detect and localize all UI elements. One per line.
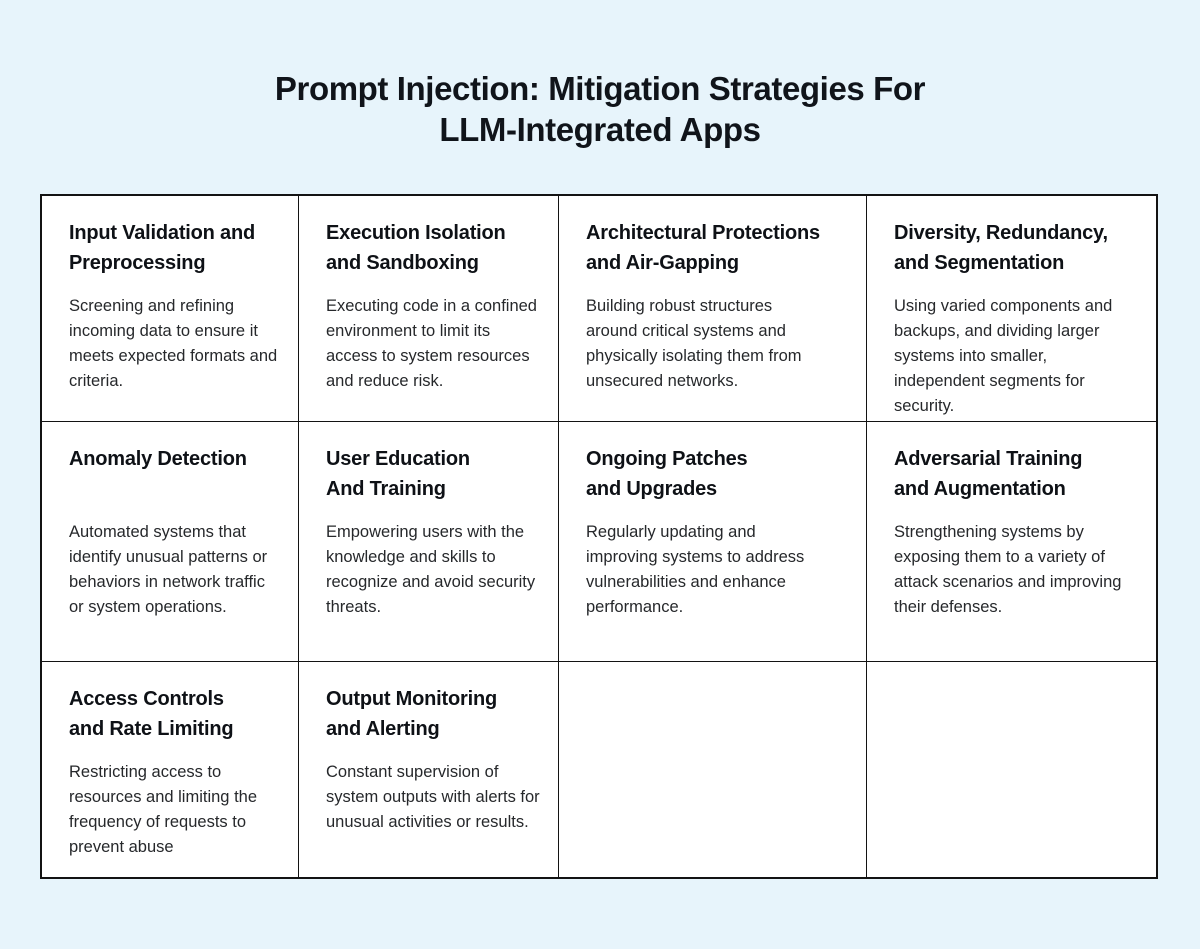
strategy-title-line: and Air-Gapping: [586, 252, 739, 274]
strategy-title-line: and Segmentation: [894, 252, 1065, 274]
strategy-title-line: Input Validation and: [69, 222, 256, 244]
card-adversarial-training: [867, 422, 1156, 662]
strategy-description: Strengthening systems by exposing them to a variety of attack scenarios and improving their defenses.: [894, 523, 1122, 616]
page-title-line-2: LLM-Integrated Apps: [439, 111, 761, 148]
strategy-title-line: and Rate Limiting: [69, 718, 234, 740]
card-output-monitoring: [299, 662, 559, 877]
strategy-description: Constant supervision of system outputs with alerts for unusual activities or results.: [326, 763, 540, 831]
strategy-title-line: and Sandboxing: [326, 252, 479, 274]
strategy-title: [326, 684, 544, 744]
strategy-title-line: Execution Isolation: [326, 222, 506, 244]
strategy-description: Regularly updating and improving systems to address vulnerabilities and enhance performance.: [586, 523, 805, 616]
card-diversity-redundancy: [867, 196, 1156, 422]
strategy-title-line: Diversity, Redundancy,: [894, 222, 1108, 244]
strategy-title-line: Preprocessing: [69, 252, 206, 274]
strategy-title: [586, 444, 852, 504]
mitigation-strategies-table: [40, 194, 1158, 879]
page-title-line-1: Prompt Injection: Mitigation Strategies For: [274, 70, 926, 107]
strategy-title: [586, 218, 852, 278]
strategy-description: Executing code in a confined environment to limit its access to system resources and reduce risk.: [326, 297, 537, 390]
strategy-title: [894, 444, 1142, 504]
strategy-title-line: Architectural Protections: [586, 222, 820, 244]
strategy-title-line: Ongoing Patches: [586, 448, 748, 470]
empty-cell: [867, 662, 1156, 877]
card-anomaly-detection: [42, 422, 299, 662]
strategy-title: [69, 684, 284, 744]
strategy-title-line: Anomaly Detection: [69, 448, 247, 470]
strategy-title-line: and Alerting: [326, 718, 440, 740]
strategy-title-line: Adversarial Training: [894, 448, 1083, 470]
card-architectural-protections: [559, 196, 867, 422]
empty-cell: [559, 662, 867, 877]
card-user-education: [299, 422, 559, 662]
page-title: [0, 68, 1200, 150]
card-access-controls: [42, 662, 299, 877]
strategy-title-line: User Education: [326, 448, 470, 470]
card-input-validation: [42, 196, 299, 422]
strategy-title-line: and Upgrades: [586, 478, 717, 500]
strategy-description: Building robust structures around critical systems and physically isolating them from unsecured networks.: [586, 297, 802, 390]
strategy-description: Using varied components and backups, and dividing larger systems into smaller, independent segments for security.: [894, 297, 1113, 415]
strategy-title: [326, 444, 544, 504]
strategy-title: [69, 218, 284, 278]
strategy-description: Automated systems that identify unusual patterns or behaviors in network traffic or system operations.: [69, 523, 268, 616]
strategy-title-line: Output Monitoring: [326, 688, 497, 710]
strategy-title-line: And Training: [326, 478, 446, 500]
strategy-description: Screening and refining incoming data to ensure it meets expected formats and criteria.: [69, 297, 278, 390]
strategy-title: [69, 444, 284, 504]
card-ongoing-patches: [559, 422, 867, 662]
strategy-description: Empowering users with the knowledge and skills to recognize and avoid security threats.: [326, 523, 536, 616]
strategy-title-line: Access Controls: [69, 688, 224, 710]
card-execution-isolation: [299, 196, 559, 422]
strategy-title: [894, 218, 1142, 278]
strategy-description: Restricting access to resources and limiting the frequency of requests to prevent abuse: [69, 763, 258, 856]
strategy-title-line: and Augmentation: [894, 478, 1066, 500]
strategy-title: [326, 218, 544, 278]
